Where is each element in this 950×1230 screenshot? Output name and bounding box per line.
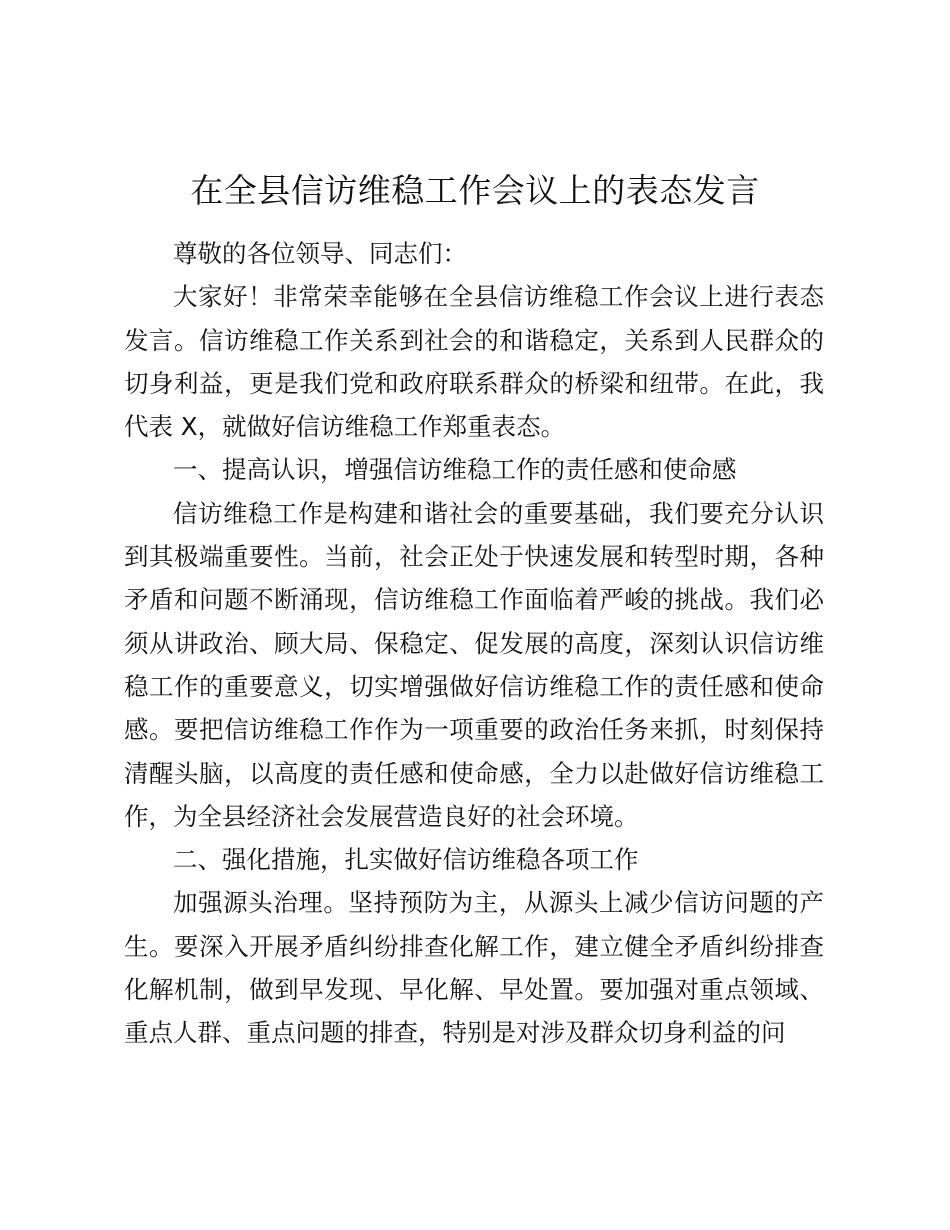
opening-paragraph: 大家好！非常荣幸能够在全县信访维稳工作会议上进行表态发言。信访维稳工作关系到社会的和谐稳定，关系到人民群众的切身利益，更是我们党和政府联系群众的桥梁和纽带。在此，我代表 X，就做好信访维稳工作郑重表态。 <box>124 282 824 442</box>
body-paragraph: 加强源头治理。坚持预防为主，从源头上减少信访问题的产生。要深入开展矛盾纠纷排查化解工作，建立健全矛盾纠纷排查化解机制，做到早发现、早化解、早处置。要加强对重点领域、重点人群、重点问题的排查，特别是对涉及群众切身利益的问 <box>124 888 824 1048</box>
section-heading-1: 一、提高认识，增强信访维稳工作的责任感和使命感 <box>173 455 737 485</box>
salutation-paragraph: 尊敬的各位领导、同志们： <box>173 239 467 268</box>
section-heading-2: 二、强化措施，扎实做好信访维稳各项工作 <box>173 845 639 875</box>
body-paragraph: 信访维稳工作是构建和谐社会的重要基础，我们要充分认识到其极端重要性。当前，社会正处于快速发展和转型时期，各种矛盾和问题不断涌现，信访维稳工作面临着严峻的挑战。我们必须从讲政治、顾大局、保稳定、促发展的高度，深刻认识信访维稳工作的重要意义，切实增强做好信访维稳工作的责任感和使命感。要把信访维稳工作作为一项重要的政治任务来抓，时刻保持清醒头脑，以高度的责任感和使命感，全力以赴做好信访维稳工作，为全县经济社会发展营造良好的社会环境。 <box>124 498 824 831</box>
document-title: 在全县信访维稳工作会议上的表态发言 <box>190 171 760 210</box>
document-body <box>124 232 824 1055</box>
